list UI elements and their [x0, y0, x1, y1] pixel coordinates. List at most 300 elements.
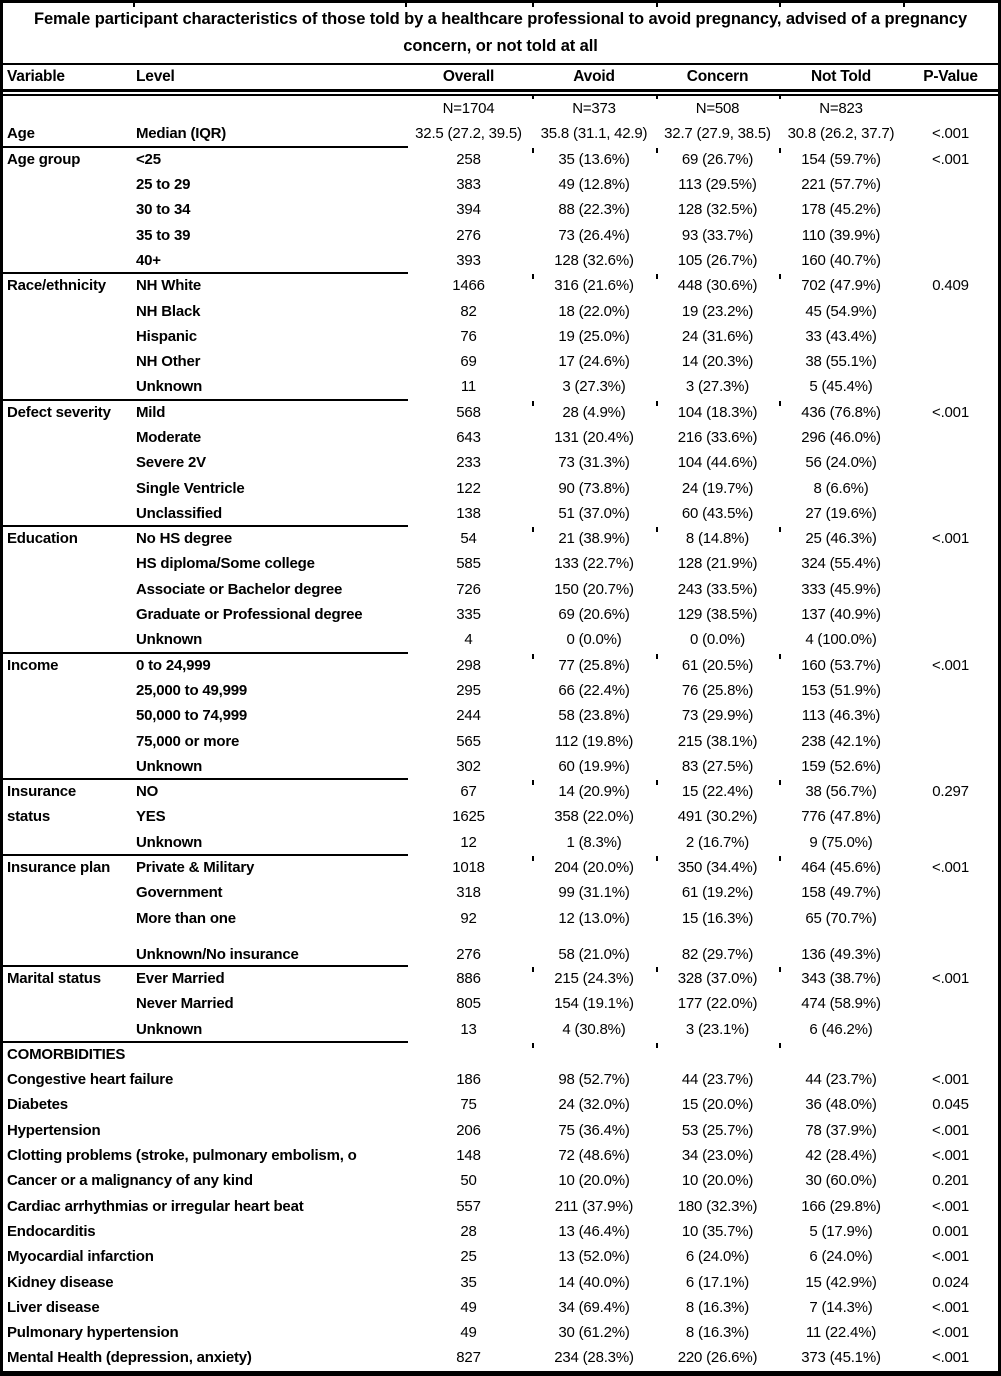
avoid-cell: 88 (22.3%)	[558, 201, 630, 219]
table-row	[3, 880, 998, 905]
gridline-tick	[903, 3, 905, 7]
overall-cell: 122	[456, 479, 481, 497]
concern-cell: 61 (19.2%)	[681, 884, 754, 902]
overall-cell: 32.5 (27.2, 39.5)	[415, 125, 522, 143]
avoid-cell: 30 (61.2%)	[558, 1324, 630, 1342]
table-row	[3, 754, 998, 779]
overall-cell: 69	[460, 353, 477, 371]
not-told-cell: 8 (6.6%)	[813, 479, 869, 497]
overall-cell: 383	[456, 176, 481, 194]
avoid-cell: 13 (52.0%)	[558, 1248, 630, 1266]
overall-cell: 4	[464, 631, 473, 649]
avoid-cell: 358 (22.0%)	[554, 808, 634, 826]
level-cell: More than one	[136, 909, 236, 927]
not-told-cell: 9 (75.0%)	[809, 833, 873, 851]
table-row	[3, 121, 998, 146]
overall-cell: 148	[456, 1147, 481, 1165]
not-told-cell: 36 (48.0%)	[805, 1096, 877, 1114]
avoid-cell: 28 (4.9%)	[562, 403, 626, 421]
avoid-cell: 234 (28.3%)	[554, 1349, 634, 1367]
overall-cell: 76	[460, 327, 477, 345]
level-cell: Moderate	[136, 429, 202, 446]
overall-cell: 276	[456, 945, 481, 963]
concern-cell: 113 (29.5%)	[678, 176, 757, 194]
avoid-cell: 72 (48.6%)	[558, 1147, 630, 1165]
concern-cell: 104 (44.6%)	[677, 454, 758, 472]
not-told-cell: 7 (14.3%)	[809, 1298, 873, 1316]
concern-cell: 10 (35.7%)	[681, 1222, 754, 1240]
concern-cell: 60 (43.5%)	[681, 504, 754, 522]
overall-cell: N=1704	[442, 100, 495, 118]
concern-cell: 6 (24.0%)	[685, 1248, 750, 1266]
concern-cell: 76 (25.8%)	[681, 681, 754, 699]
overall-cell: 565	[456, 732, 481, 750]
concern-cell: 216 (33.6%)	[677, 429, 758, 446]
avoid-cell: 13 (46.4%)	[558, 1222, 630, 1240]
table-row	[3, 627, 998, 652]
p-value-cell: <.001	[932, 969, 969, 987]
overall-cell: 11	[460, 378, 477, 396]
concern-cell: 6 (17.1%)	[685, 1273, 750, 1291]
overall-cell: 886	[456, 969, 481, 987]
variable-cell: status	[7, 808, 50, 826]
not-told-cell: 324 (55.4%)	[801, 555, 881, 573]
variable-cell: Age group	[7, 150, 81, 168]
overall-cell: 28	[460, 1222, 477, 1240]
variable-cell: Defect severity	[7, 403, 111, 421]
not-told-cell: 38 (56.7%)	[805, 783, 877, 801]
gridline-tick	[405, 3, 407, 7]
row-label: Clotting problems (stroke, pulmonary embolism, o	[7, 1147, 357, 1165]
table-row	[3, 1092, 998, 1117]
level-cell: 30 to 34	[136, 201, 191, 219]
level-cell: 0 to 24,999	[136, 656, 211, 674]
p-value-cell: 0.024	[932, 1273, 969, 1291]
concern-cell: 129 (38.5%)	[677, 606, 758, 624]
concern-cell: 82 (29.7%)	[681, 945, 754, 963]
avoid-cell: 66 (22.4%)	[558, 681, 630, 699]
col-header-overall: Overall	[442, 68, 495, 85]
concern-cell: 128 (21.9%)	[677, 555, 758, 573]
col-header-variable: Variable	[7, 68, 65, 85]
table-row	[3, 855, 998, 880]
table-header	[3, 65, 998, 89]
not-told-cell: 44 (23.7%)	[805, 1071, 877, 1089]
not-told-cell: 373 (45.1%)	[801, 1349, 881, 1367]
row-label: Diabetes	[7, 1096, 68, 1114]
avoid-cell: 150 (20.7%)	[554, 580, 634, 598]
concern-cell: 177 (22.0%)	[677, 995, 758, 1013]
concern-cell: 328 (37.0%)	[677, 969, 758, 987]
row-label: Pulmonary hypertension	[7, 1324, 179, 1342]
col-header-concern: Concern	[686, 68, 749, 85]
not-told-cell: 27 (19.6%)	[805, 504, 877, 522]
overall-cell: 13	[460, 1020, 477, 1038]
avoid-cell: 19 (25.0%)	[558, 327, 630, 345]
not-told-cell: 166 (29.8%)	[801, 1197, 881, 1215]
variable-cell: Insurance	[7, 783, 77, 801]
overall-cell: 12	[460, 833, 477, 851]
avoid-cell: 3 (27.3%)	[562, 378, 626, 396]
level-cell: Unknown	[136, 1020, 203, 1038]
concern-cell: 19 (23.2%)	[681, 302, 754, 320]
not-told-cell: 160 (40.7%)	[801, 251, 881, 269]
level-cell: Severe 2V	[136, 454, 206, 472]
table-row	[3, 1193, 998, 1218]
p-value-cell: <.001	[932, 1197, 969, 1215]
concern-cell: 15 (16.3%)	[681, 909, 754, 927]
concern-cell: 93 (33.7%)	[681, 226, 754, 244]
avoid-cell: 18 (22.0%)	[558, 302, 630, 320]
not-told-cell: 296 (46.0%)	[801, 429, 881, 446]
not-told-cell: 30 (60.0%)	[805, 1172, 877, 1190]
overall-cell: 50	[460, 1172, 477, 1190]
avoid-cell: 75 (36.4%)	[558, 1121, 630, 1139]
not-told-cell: 158 (49.7%)	[801, 884, 881, 902]
overall-cell: 827	[456, 1349, 481, 1367]
gridline-tick	[779, 3, 781, 7]
p-value-cell: <.001	[932, 1298, 969, 1316]
table-row	[3, 678, 998, 703]
table-row	[3, 779, 998, 804]
not-told-cell: 221 (57.7%)	[801, 176, 881, 194]
overall-cell: 35	[460, 1273, 477, 1291]
level-cell: NO	[136, 783, 159, 801]
not-told-cell: 238 (42.1%)	[801, 732, 881, 750]
level-cell: Unknown	[136, 631, 203, 649]
p-value-cell: 0.297	[932, 783, 969, 801]
avoid-cell: 128 (32.6%)	[554, 251, 634, 269]
level-cell: 35 to 39	[136, 226, 191, 244]
not-told-cell: 5 (17.9%)	[809, 1222, 873, 1240]
table-row	[3, 653, 998, 678]
not-told-cell: 154 (59.7%)	[801, 150, 881, 168]
table-row	[3, 96, 998, 121]
p-value-cell: <.001	[932, 859, 969, 877]
overall-cell: 302	[456, 757, 481, 775]
overall-cell: 585	[456, 555, 481, 573]
level-cell: 40+	[136, 251, 161, 269]
gridline-tick	[133, 3, 135, 7]
concern-cell: 491 (30.2%)	[677, 808, 758, 826]
not-told-cell: 15 (42.9%)	[805, 1273, 877, 1291]
concern-cell: 350 (34.4%)	[677, 859, 758, 877]
p-value-cell: <.001	[932, 1248, 969, 1266]
overall-cell: 394	[456, 201, 481, 219]
not-told-cell: 333 (45.9%)	[801, 580, 881, 598]
concern-cell: 15 (22.4%)	[681, 783, 754, 801]
not-told-cell: 45 (54.9%)	[805, 302, 877, 320]
concern-cell: 180 (32.3%)	[677, 1197, 758, 1215]
p-value-cell: 0.045	[932, 1096, 969, 1114]
avoid-cell: 49 (12.8%)	[558, 176, 630, 194]
overall-cell: 568	[456, 403, 481, 421]
avoid-cell: 51 (37.0%)	[558, 504, 630, 522]
overall-cell: 276	[456, 226, 481, 244]
not-told-cell: 42 (28.4%)	[805, 1147, 877, 1165]
table-row	[3, 1016, 998, 1041]
overall-cell: 75	[460, 1096, 477, 1114]
avoid-cell: 0 (0.0%)	[566, 631, 622, 649]
not-told-cell: 474 (58.9%)	[801, 995, 881, 1013]
level-cell: Ever Married	[136, 969, 225, 987]
overall-cell: 643	[456, 429, 481, 446]
avoid-cell: 154 (19.1%)	[554, 995, 634, 1013]
not-told-cell: 702 (47.9%)	[801, 277, 881, 295]
avoid-cell: 316 (21.6%)	[554, 277, 634, 295]
overall-cell: 54	[460, 530, 477, 548]
p-value-cell: <.001	[932, 530, 969, 548]
not-told-cell: 436 (76.8%)	[801, 403, 881, 421]
section-header-label: COMORBIDITIES	[7, 1045, 126, 1063]
variable-cell: Income	[7, 656, 59, 674]
avoid-cell: 60 (19.9%)	[558, 757, 630, 775]
concern-cell: 15 (20.0%)	[681, 1096, 754, 1114]
overall-cell: 186	[456, 1071, 481, 1089]
avoid-cell: 21 (38.9%)	[558, 530, 630, 548]
not-told-cell: 137 (40.9%)	[801, 606, 881, 624]
variable-cell: Age	[7, 125, 35, 143]
not-told-cell: 464 (45.6%)	[801, 859, 881, 877]
not-told-cell: 178 (45.2%)	[801, 201, 881, 219]
table-row	[3, 197, 998, 222]
avoid-cell: 14 (40.0%)	[558, 1273, 630, 1291]
table-row	[3, 602, 998, 627]
table-row	[3, 804, 998, 829]
level-cell: Unknown	[136, 378, 203, 396]
table-row	[3, 991, 998, 1016]
overall-cell: 1625	[452, 808, 485, 826]
table-row	[3, 1118, 998, 1143]
concern-cell: 104 (18.3%)	[677, 403, 758, 421]
level-cell: NH White	[136, 277, 202, 295]
level-cell: Unknown/No insurance	[136, 945, 299, 963]
not-told-cell: 153 (51.9%)	[801, 681, 881, 699]
not-told-cell: 6 (46.2%)	[809, 1020, 873, 1038]
level-cell: Unknown	[136, 833, 203, 851]
variable-cell: Insurance plan	[7, 859, 111, 877]
not-told-cell: 11 (22.4%)	[805, 1324, 877, 1342]
avoid-cell: 24 (32.0%)	[558, 1096, 630, 1114]
level-cell: No HS degree	[136, 530, 232, 548]
concern-cell: 14 (20.3%)	[681, 353, 754, 371]
not-told-cell: 33 (43.4%)	[805, 327, 877, 345]
concern-cell: 83 (27.5%)	[681, 757, 754, 775]
gridline-tick	[532, 3, 534, 7]
avoid-cell: 17 (24.6%)	[558, 353, 630, 371]
level-cell: 25,000 to 49,999	[136, 681, 248, 699]
avoid-cell: 99 (31.1%)	[558, 884, 630, 902]
table-row	[3, 830, 998, 855]
overall-cell: 335	[456, 606, 481, 624]
p-value-cell: <.001	[932, 1147, 969, 1165]
concern-cell: 3 (27.3%)	[685, 378, 750, 396]
avoid-cell: 131 (20.4%)	[554, 429, 634, 446]
table-row	[3, 1320, 998, 1345]
row-label: Cancer or a malignancy of any kind	[7, 1172, 253, 1190]
avoid-cell: 211 (37.9%)	[554, 1197, 634, 1215]
level-cell: Never Married	[136, 995, 234, 1013]
not-told-cell: 113 (46.3%)	[801, 707, 881, 725]
concern-cell: 61 (20.5%)	[681, 656, 754, 674]
variable-cell: Education	[7, 530, 78, 548]
avoid-cell: 133 (22.7%)	[554, 555, 634, 573]
table-row	[3, 324, 998, 349]
table-row	[3, 475, 998, 500]
table-row	[3, 425, 998, 450]
p-value-cell: <.001	[932, 1349, 969, 1367]
avoid-cell: 90 (73.8%)	[558, 479, 630, 497]
row-label: Myocardial infarction	[7, 1248, 154, 1266]
p-value-cell: <.001	[932, 656, 969, 674]
concern-cell: 220 (26.6%)	[677, 1349, 758, 1367]
avoid-cell: 73 (26.4%)	[558, 226, 630, 244]
row-label: Endocarditis	[7, 1222, 96, 1240]
not-told-cell: 25 (46.3%)	[805, 530, 877, 548]
col-header-avoid: Avoid	[573, 68, 615, 85]
table-row	[3, 577, 998, 602]
level-cell: Median (IQR)	[136, 125, 227, 143]
concern-cell: N=508	[695, 100, 740, 118]
level-cell: NH Black	[136, 302, 201, 320]
table-title-line2: concern, or not told at all	[403, 37, 598, 55]
concern-cell: 24 (31.6%)	[681, 327, 754, 345]
section-header-row	[3, 1042, 998, 1067]
level-cell: NH Other	[136, 353, 201, 371]
level-cell: Unclassified	[136, 504, 222, 522]
table-row	[3, 400, 998, 425]
avoid-cell: 4 (30.8%)	[562, 1020, 626, 1038]
overall-cell: 726	[456, 580, 481, 598]
overall-cell: 25	[460, 1248, 477, 1266]
avoid-cell: 1 (8.3%)	[566, 833, 622, 851]
not-told-cell: N=823	[819, 100, 863, 118]
overall-cell: 258	[456, 150, 481, 168]
table-row	[3, 966, 998, 991]
not-told-cell: 776 (47.8%)	[801, 808, 881, 826]
level-cell: HS diploma/Some college	[136, 555, 315, 573]
table-row	[3, 703, 998, 728]
concern-cell: 32.7 (27.9, 38.5)	[664, 125, 771, 143]
overall-cell: 557	[456, 1197, 481, 1215]
level-cell: Mild	[136, 403, 166, 421]
p-value-cell: 0.409	[932, 277, 969, 295]
table-row	[3, 931, 998, 966]
not-told-cell: 65 (70.7%)	[805, 909, 877, 927]
table-row	[3, 1269, 998, 1294]
avoid-cell: 10 (20.0%)	[558, 1172, 630, 1190]
overall-cell: 295	[456, 681, 481, 699]
overall-cell: 393	[456, 251, 481, 269]
col-header-p-value: P-Value	[923, 68, 978, 85]
p-value-cell: <.001	[932, 403, 969, 421]
level-cell: 75,000 or more	[136, 732, 240, 750]
concern-cell: 53 (25.7%)	[681, 1121, 754, 1139]
p-value-cell: 0.201	[932, 1172, 969, 1190]
not-told-cell: 110 (39.9%)	[801, 226, 881, 244]
row-label: Liver disease	[7, 1298, 100, 1316]
col-header-level: Level	[136, 68, 175, 85]
level-cell: Private & Military	[136, 859, 255, 877]
not-told-cell: 78 (37.9%)	[805, 1121, 877, 1139]
avoid-cell: 58 (21.0%)	[558, 945, 630, 963]
table-row	[3, 1295, 998, 1320]
table-row	[3, 349, 998, 374]
avoid-cell: 73 (31.3%)	[558, 454, 630, 472]
level-cell: Graduate or Professional degree	[136, 606, 363, 624]
variable-cell: Race/ethnicity	[7, 277, 106, 295]
table-row	[3, 1143, 998, 1168]
avoid-cell: 215 (24.3%)	[554, 969, 634, 987]
concern-cell: 128 (32.5%)	[677, 201, 758, 219]
p-value-cell: <.001	[932, 1071, 969, 1089]
row-label: Mental Health (depression, anxiety)	[7, 1349, 252, 1367]
avoid-cell: 204 (20.0%)	[554, 859, 634, 877]
table-row	[3, 906, 998, 931]
avoid-cell: 34 (69.4%)	[558, 1298, 630, 1316]
not-told-cell: 56 (24.0%)	[805, 454, 877, 472]
row-label: Cardiac arrhythmias or irregular heart beat	[7, 1197, 304, 1215]
overall-cell: 244	[456, 707, 481, 725]
row-label: Congestive heart failure	[7, 1071, 174, 1089]
p-value-cell: <.001	[932, 1121, 969, 1139]
table-title-line1: Female participant characteristics of those told by a healthcare professional to avoid pregnancy, advised of a pregnancy	[33, 10, 968, 28]
gridline-tick	[656, 3, 658, 7]
concern-cell: 448 (30.6%)	[677, 277, 758, 295]
concern-cell: 105 (26.7%)	[677, 251, 758, 269]
table-row	[3, 1345, 998, 1370]
overall-cell: 49	[460, 1324, 477, 1342]
overall-cell: 233	[456, 454, 481, 472]
concern-cell: 34 (23.0%)	[681, 1147, 754, 1165]
table-row	[3, 1244, 998, 1269]
table-row	[3, 551, 998, 576]
table-row	[3, 172, 998, 197]
overall-cell: 298	[456, 656, 481, 674]
overall-cell: 1466	[452, 277, 485, 295]
variable-cell: Marital status	[7, 969, 101, 987]
avoid-cell: 98 (52.7%)	[558, 1071, 630, 1089]
col-header-not-told: Not Told	[810, 68, 872, 85]
overall-cell: 67	[460, 783, 477, 801]
header-divider	[3, 89, 998, 96]
avoid-cell: 14 (20.9%)	[558, 783, 630, 801]
p-value-cell: <.001	[932, 1324, 969, 1342]
overall-cell: 805	[456, 995, 481, 1013]
not-told-cell: 30.8 (26.2, 37.7)	[787, 125, 895, 143]
level-cell: 50,000 to 74,999	[136, 707, 248, 725]
level-cell: Hispanic	[136, 327, 197, 345]
concern-cell: 0 (0.0%)	[689, 631, 746, 649]
not-told-cell: 5 (45.4%)	[809, 378, 873, 396]
concern-cell: 8 (16.3%)	[685, 1324, 750, 1342]
level-cell: 25 to 29	[136, 176, 191, 194]
table-row	[3, 273, 998, 298]
not-told-cell: 136 (49.3%)	[801, 945, 881, 963]
concern-cell: 69 (26.7%)	[681, 150, 754, 168]
table-row	[3, 222, 998, 247]
concern-cell: 8 (14.8%)	[685, 530, 750, 548]
level-cell: Unknown	[136, 757, 203, 775]
table-row	[3, 1168, 998, 1193]
table-row	[3, 501, 998, 526]
overall-cell: 138	[456, 504, 481, 522]
concern-cell: 243 (33.5%)	[677, 580, 758, 598]
avoid-cell: 35.8 (31.1, 42.9)	[540, 125, 648, 143]
avoid-cell: N=373	[572, 100, 616, 118]
table-row	[3, 728, 998, 753]
not-told-cell: 160 (53.7%)	[801, 656, 881, 674]
